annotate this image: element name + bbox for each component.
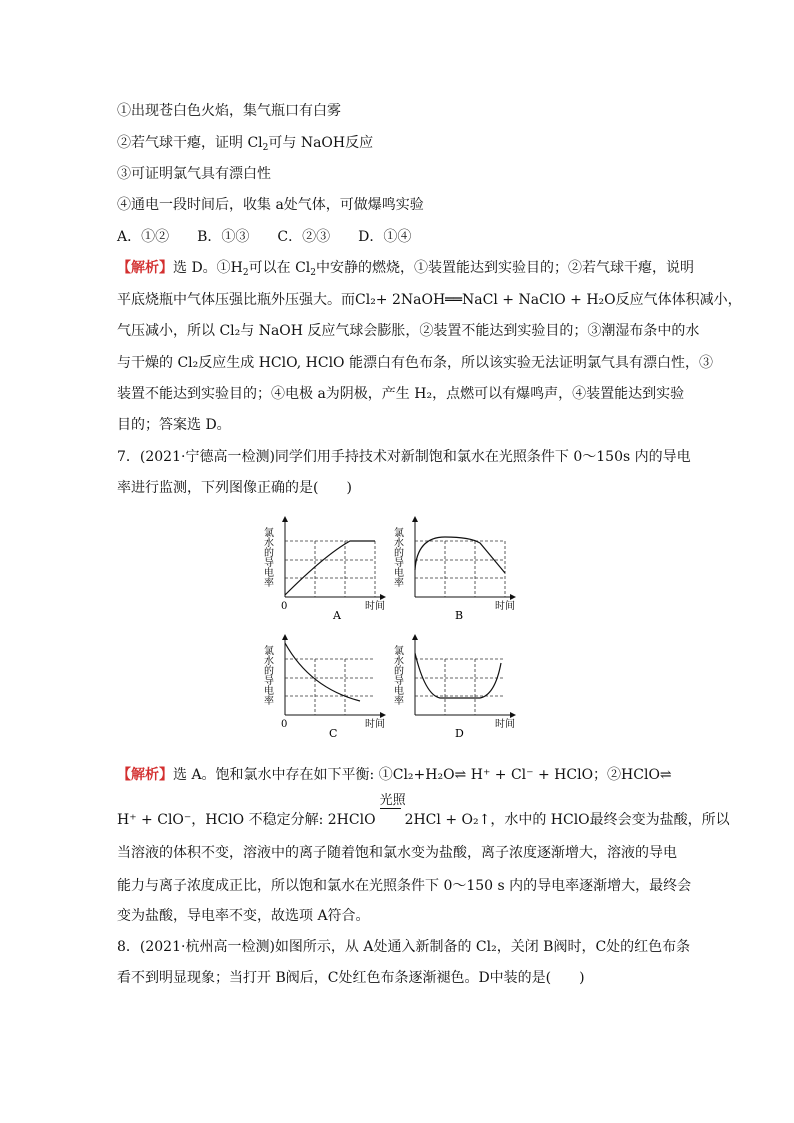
q6-item-2-b: 可与 NaOH反应 — [268, 135, 374, 151]
q6-an-sub1: 2 — [242, 268, 249, 278]
chart-d-label: D — [455, 727, 464, 740]
chart-c — [262, 635, 386, 740]
chart-d — [392, 635, 516, 740]
q8-line-2: 看不到明显现象；当打开 B阀后，C处红色布条逐渐褪色。D中装的是( ) — [117, 970, 585, 986]
q6-item-2-sub: 2 — [262, 143, 269, 153]
chart-c-ylabel: 氯水的导电率 — [261, 645, 273, 705]
q6-analysis-line-1 — [117, 258, 694, 283]
q6-an-sub2: 2 — [310, 268, 316, 278]
q7-an-1: 选 A。饱和氯水中存在如下平衡: ①Cl₂+H₂O⇌ H⁺ + Cl⁻ + HClO；②HClO⇌ — [173, 767, 672, 783]
light-condition-text: 光照 — [379, 793, 406, 808]
q6-an-c: 中安静的燃烧，①装置能达到实验目的；②若气球干瘪，说明 — [316, 260, 694, 276]
chart-a-xlabel: 时间 — [365, 601, 385, 612]
q7-analysis-line-1 — [117, 765, 672, 785]
chart-d-xlabel: 时间 — [495, 719, 515, 730]
q6-item-1: ①出现苍白色火焰，集气瓶口有白雾 — [117, 103, 341, 119]
q6-analysis-line-6: 目的；答案选 D。 — [117, 417, 231, 433]
chart-c-xlabel: 时间 — [365, 719, 385, 730]
chart-a-ylabel: 氯水的导电率 — [261, 527, 273, 587]
chart-a-label: A — [333, 609, 341, 622]
chart-c-origin: 0 — [281, 719, 288, 730]
q6-item-3: ③可证明氯气具有漂白性 — [117, 166, 271, 182]
q6-an-b: 可以在 Cl — [248, 260, 311, 276]
q7-analysis-line-5: 变为盐酸，导电率不变，故选项 A符合。 — [117, 908, 370, 924]
q6-an-a: 选 D。①H — [173, 260, 243, 276]
q6-analysis-line-2: 平底烧瓶中气体压强比瓶外压强大。而Cl₂+ 2NaOH══NaCl + NaClO + H₂O反应气体体积减小， — [117, 292, 742, 308]
q6-options: A．①② B．①③ C．②③ D．①④ — [117, 229, 412, 245]
q7-analysis-line-4: 能力与离子浓度成正比，所以饱和氯水在光照条件下 0～150 s 内的导电率逐渐增大，最终会 — [117, 878, 692, 894]
q7-analysis-line-3: 当溶液的体积不变，溶液中的离子随着饱和氯水变为盐酸，离子浓度逐渐增大，溶液的导电 — [117, 845, 677, 861]
chart-c-label: C — [329, 727, 338, 740]
q7-stem-line-2: 率进行监测，下列图像正确的是( ) — [117, 480, 352, 496]
light-condition — [379, 793, 406, 830]
chart-d-ylabel: 氯水的导电率 — [391, 645, 403, 705]
analysis-tag-7: 【解析】 — [117, 767, 173, 783]
chart-b-label: B — [455, 609, 464, 622]
chart-b-xlabel: 时间 — [495, 601, 515, 612]
chart-a — [262, 517, 386, 622]
chart-b-ylabel: 氯水的导电率 — [391, 527, 403, 587]
q6-analysis-line-5: 装置不能达到实验目的；④电极 a为阴极，产生 H₂，点燃可以有爆鸣声，④装置能达到实验 — [117, 386, 685, 402]
analysis-tag: 【解析】 — [117, 260, 173, 276]
q6-item-2 — [117, 133, 373, 158]
q7-analysis-line-2 — [117, 793, 730, 830]
chart-a-origin: 0 — [281, 601, 288, 612]
q6-analysis-line-4: 与干燥的 Cl₂反应生成 HClO, HClO 能漂白有色布条，所以该实验无法证明氯气具有漂白性，③ — [117, 355, 713, 371]
q7-an-2a: H⁺ + ClO⁻，HClO 不稳定分解: 2HClO — [117, 812, 376, 828]
q7-an-2b: 2HCl + O₂↑，水中的 HClO最终会变为盐酸，所以 — [404, 812, 730, 828]
chart-b — [392, 517, 516, 622]
q6-analysis-line-3: 气压减小，所以 Cl₂与 NaOH 反应气球会膨胀，②装置不能达到实验目的；③潮湿布条中的水 — [117, 323, 700, 339]
q7-charts — [255, 515, 535, 745]
q8-line-1: 8．(2021·杭州高一检测)如图所示，从 A处通入新制备的 Cl₂，关闭 B阀时，C处的红色布条 — [117, 939, 691, 955]
q6-item-4: ④通电一段时间后，收集 a处气体，可做爆鸣实验 — [117, 197, 424, 213]
q6-item-2-a: ②若气球干瘪，证明 Cl — [117, 135, 263, 151]
q7-stem-line-1: 7．(2021·宁德高一检测)同学们用手持技术对新制饱和氯水在光照条件下 0～150s 内的导电 — [117, 449, 691, 465]
